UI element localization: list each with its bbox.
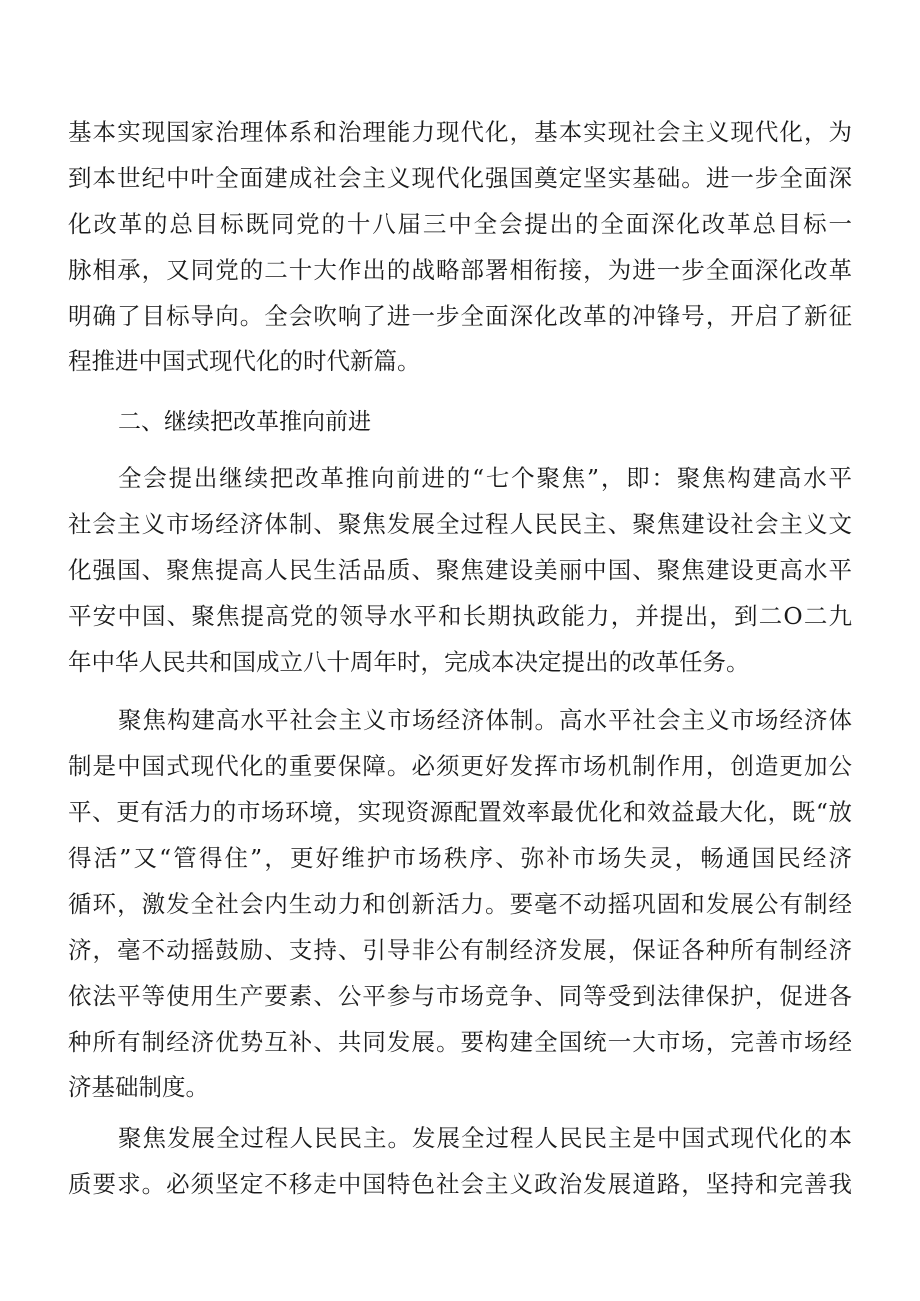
paragraph-line: 脉相承，又同党的二十大作出的战略部署相衔接，为进一步全面深化改革 (68, 256, 852, 284)
paragraph-line: 社会主义市场经济体制、聚焦发展全过程人民民主、聚焦建设社会主义文 (68, 510, 852, 538)
paragraph-line: 种所有制经济优势互补、共同发展。要构建全国统一大市场，完善市场经 (68, 1028, 852, 1056)
paragraph-line: 循环，激发全社会内生动力和创新活力。要毫不动摇巩固和发展公有制经 (68, 890, 852, 918)
paragraph-line: 全会提出继续把改革推向前进的“七个聚焦”，即：聚焦构建高水平 (118, 464, 852, 492)
paragraph-line: 程推进中国式现代化的时代新篇。 (68, 347, 421, 375)
paragraph-line: 聚焦构建高水平社会主义市场经济体制。高水平社会主义市场经济体 (118, 706, 852, 734)
paragraph-line: 平、更有活力的市场环境，实现资源配置效率最优化和效益最大化，既“放 (68, 798, 852, 826)
paragraph-line: 质要求。必须坚定不移走中国特色社会主义政治发展道路，坚持和完善我 (68, 1170, 852, 1198)
paragraph-line: 平安中国、聚焦提高党的领导水平和长期执政能力，并提出，到二O二九 (68, 602, 852, 630)
paragraph-line: 得活”又“管得住”，更好维护市场秩序、弥补市场失灵，畅通国民经济 (68, 844, 852, 872)
section-heading: 二、继续把改革推向前进 (118, 409, 371, 435)
paragraph-line: 聚焦发展全过程人民民主。发展全过程人民民主是中国式现代化的本 (118, 1124, 852, 1152)
paragraph-line: 基本实现国家治理体系和治理能力现代化，基本实现社会主义现代化，为 (68, 118, 852, 146)
paragraph-line: 到本世纪中叶全面建成社会主义现代化强国奠定坚实基础。进一步全面深 (68, 164, 852, 192)
paragraph-line: 依法平等使用生产要素、公平参与市场竞争、同等受到法律保护，促进各 (68, 982, 852, 1010)
paragraph-line: 济，毫不动摇鼓励、支持、引导非公有制经济发展，保证各种所有制经济 (68, 936, 852, 964)
paragraph-line: 济基础制度。 (68, 1073, 209, 1101)
paragraph-line: 明确了目标导向。全会吹响了进一步全面深化改革的冲锋号，开启了新征 (68, 302, 852, 330)
paragraph-line: 年中华人民共和国成立八十周年时，完成本决定提出的改革任务。 (68, 648, 750, 676)
paragraph-line: 化强国、聚焦提高人民生活品质、聚焦建设美丽中国、聚焦建设更高水平 (68, 556, 852, 584)
paragraph-line: 制是中国式现代化的重要保障。必须更好发挥市场机制作用，创造更加公 (68, 752, 852, 780)
paragraph-line: 化改革的总目标既同党的十八届三中全会提出的全面深化改革总目标一 (68, 210, 852, 238)
